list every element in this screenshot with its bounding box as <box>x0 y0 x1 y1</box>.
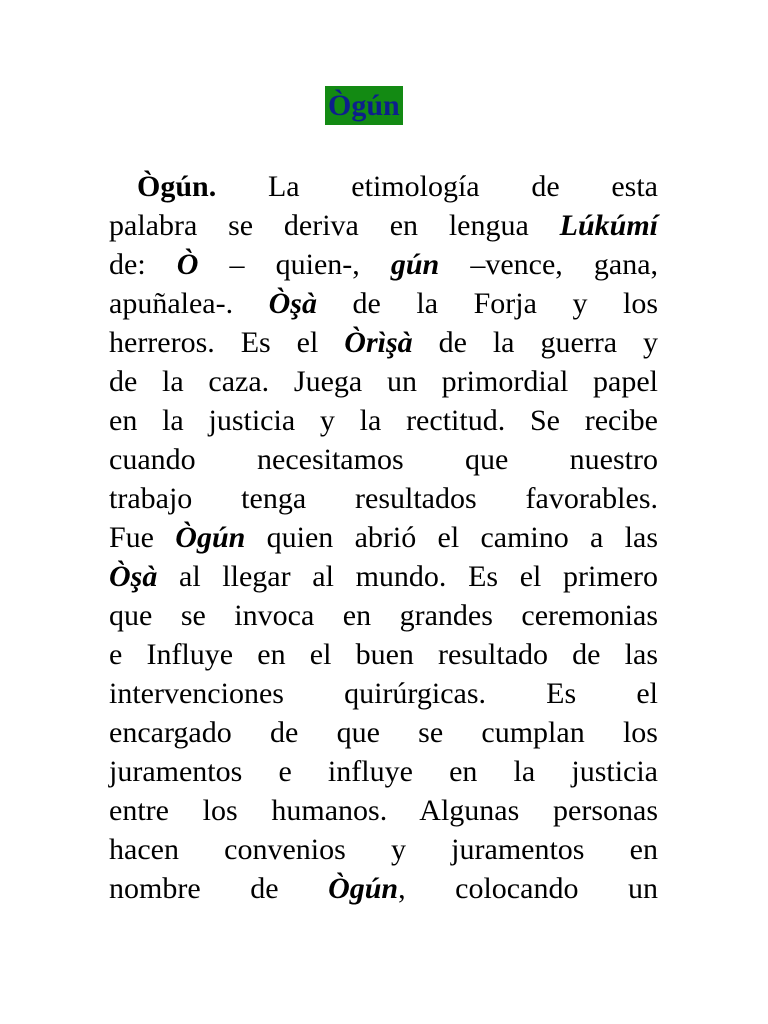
term-italic-bold: Ò <box>176 248 199 281</box>
paragraph-line <box>109 635 658 674</box>
line-text: cuando necesitamos que nuestro <box>109 443 658 476</box>
term-italic-bold: Òşà <box>109 560 158 593</box>
line-text: de la Forja y los <box>316 287 658 320</box>
term-italic-bold: Òşà <box>268 287 317 320</box>
line-text: al llegar al mundo. Es el primero <box>157 560 658 593</box>
line-text: herreros. Es el <box>109 326 345 359</box>
paragraph-line <box>109 869 658 908</box>
line-text: entre los humanos. Algunas personas <box>109 794 658 827</box>
line-text: trabajo tenga resultados favorables. <box>109 482 658 515</box>
paragraph-line <box>109 752 658 791</box>
paragraph-line <box>109 245 658 284</box>
line-text: quien abrió el camino a las <box>245 521 658 554</box>
term-italic-bold: Òrìşà <box>344 326 413 359</box>
line-text: Fue <box>109 521 176 554</box>
paragraph-line <box>109 713 658 752</box>
term-italic-bold: Lúkúmí <box>559 209 658 242</box>
line-text: que se invoca en grandes ceremonias <box>109 599 658 632</box>
line-text: hacen convenios y juramentos en <box>109 833 658 866</box>
paragraph-line <box>109 440 658 479</box>
paragraph-line <box>109 674 658 713</box>
paragraph-line <box>137 167 658 206</box>
line-text: de la guerra y <box>412 326 659 359</box>
line-text: La etimología de esta <box>216 170 658 203</box>
line-text: apuñalea-. <box>109 287 269 320</box>
line-text: encargado de que se cumplan los <box>109 716 658 749</box>
page-title: Ògún <box>325 86 403 125</box>
line-text: en la justicia y la rectitud. Se recibe <box>109 404 658 437</box>
line-text: palabra se deriva en lengua <box>109 209 560 242</box>
line-text: nombre de <box>109 872 329 905</box>
paragraph-line <box>109 206 658 245</box>
term-italic-bold: Ògún <box>328 872 399 905</box>
line-text: , colocando un <box>398 872 658 905</box>
paragraph-line <box>109 284 658 323</box>
term-italic-bold: Ògún <box>175 521 246 554</box>
paragraph-line <box>109 557 658 596</box>
term-bold: Ògún. <box>137 170 217 203</box>
paragraph-line <box>109 791 658 830</box>
line-text: –vence, gana, <box>439 248 659 281</box>
paragraph-line <box>109 362 658 401</box>
paragraph-line <box>109 323 658 362</box>
line-text: e Influye en el buen resultado de las <box>109 638 658 671</box>
line-text: intervenciones quirúrgicas. Es el <box>109 677 658 710</box>
line-text: juramentos e influye en la justicia <box>109 755 658 788</box>
line-text: de la caza. Juega un primordial papel <box>109 365 658 398</box>
paragraph-line <box>109 401 658 440</box>
paragraph-line <box>109 830 658 869</box>
term-italic-bold: gún <box>390 248 440 281</box>
paragraph-line <box>109 518 658 557</box>
paragraph-line <box>109 596 658 635</box>
line-text: – quien-, <box>198 248 391 281</box>
paragraph-line <box>109 479 658 518</box>
line-text: de: <box>109 248 177 281</box>
